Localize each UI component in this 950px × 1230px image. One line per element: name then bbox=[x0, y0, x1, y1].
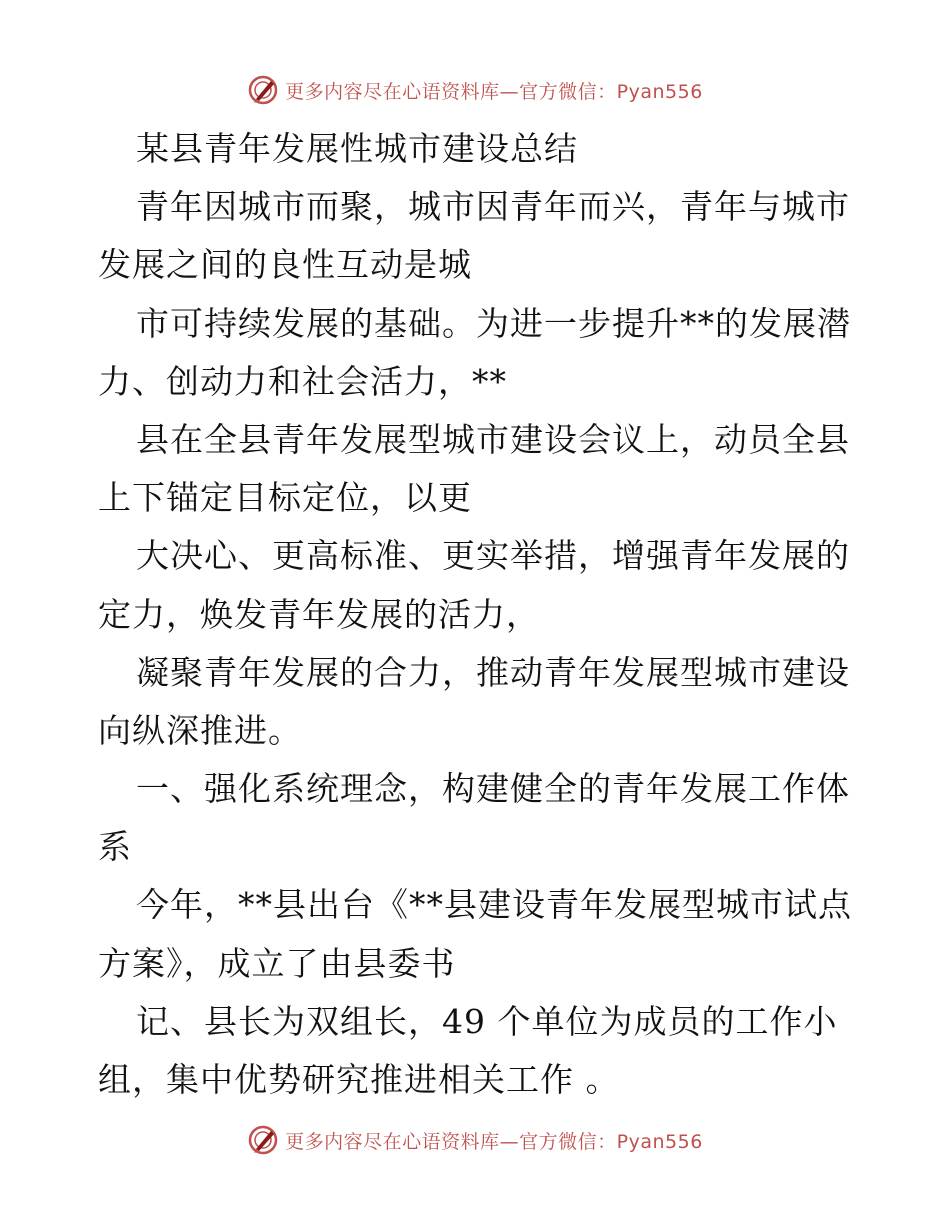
document-body bbox=[98, 120, 858, 1109]
text-line: 大决心、更高标准、更实举措，增强青年发展的 bbox=[136, 536, 850, 576]
text-line: 今年，**县出台《**县建设青年发展型城市试点 bbox=[136, 885, 852, 925]
document-title: 某县青年发展性城市建设总结 bbox=[136, 129, 578, 168]
text-line: 县在全县青年发展型城市建设会议上，动员全县 bbox=[136, 419, 850, 459]
text-line: 方案》，成立了由县委书 bbox=[98, 943, 456, 983]
watermark-text: 更多内容尽在心语资料库—官方微信：Pyan556 bbox=[285, 80, 703, 103]
text-line: 组，集中优势研究推进相关工作 。 bbox=[98, 1060, 620, 1099]
text-line: 发展之间的良性互动是城 bbox=[98, 245, 472, 285]
text-line: 定力，焕发青年发展的活力， bbox=[98, 594, 540, 634]
text-line: 青年因城市而聚，城市因青年而兴，青年与城市 bbox=[136, 187, 850, 227]
footer-watermark bbox=[0, 1120, 950, 1160]
text-line: 记、县长为双组长，49 个单位为成员的工作小 bbox=[136, 1001, 838, 1041]
text-line: 凝聚青年发展的合力，推动青年发展型城市建设 bbox=[136, 652, 850, 692]
text-line: 一、强化系统理念，构建健全的青年发展工作体 bbox=[136, 769, 850, 809]
text-line: 市可持续发展的基础。为进一步提升**的发展潜 bbox=[136, 303, 851, 343]
header-watermark bbox=[0, 70, 950, 110]
pen-logo-icon bbox=[247, 1124, 279, 1156]
text-line: 上下锚定目标定位，以更 bbox=[98, 478, 472, 518]
text-line: 力、创动力和社会活力，** bbox=[98, 361, 507, 401]
text-line: 系 bbox=[98, 827, 132, 867]
text-line: 向纵深推进。 bbox=[98, 710, 302, 750]
pen-logo-icon bbox=[247, 74, 279, 106]
watermark-text: 更多内容尽在心语资料库—官方微信：Pyan556 bbox=[285, 1130, 703, 1153]
